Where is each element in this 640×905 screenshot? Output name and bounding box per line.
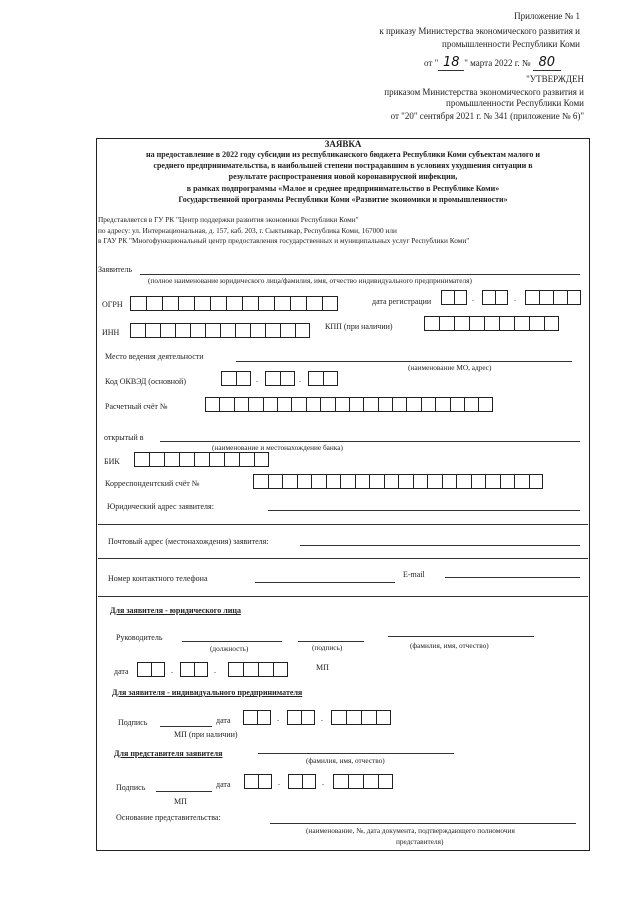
submission-line-2: по адресу: ул. Интернациональная, д. 157, каб. 203, г. Сыктывкар, Республика Коми, 167000 или — [98, 226, 397, 235]
appendix-line-3: промышленности Республики Коми — [442, 39, 580, 49]
opened-in-label: открытый в — [104, 433, 144, 442]
okved-dot: . — [256, 375, 258, 384]
inn-label: ИНН — [102, 328, 120, 337]
bank-line[interactable] — [160, 441, 580, 442]
representative-year-cells[interactable] — [333, 774, 393, 789]
inn-cells[interactable] — [130, 323, 310, 338]
date-dot: . — [322, 778, 324, 787]
head-label: Руководитель — [116, 633, 163, 642]
legal-day-cells[interactable] — [137, 662, 165, 677]
legal-address-label: Юридический адрес заявителя: — [107, 502, 214, 511]
submission-line-1: Представляется в ГУ РК "Центр поддержки развития экономики Республики Коми" — [98, 215, 359, 224]
representative-name-line[interactable] — [258, 753, 454, 754]
date-dot: . — [321, 714, 323, 723]
ogrn-cells[interactable] — [130, 296, 338, 311]
full-name-line[interactable] — [388, 636, 534, 637]
date-dot: . — [214, 666, 216, 675]
legal-address-line[interactable] — [268, 510, 580, 511]
signature-line[interactable] — [298, 641, 364, 642]
date-dot: . — [472, 294, 474, 303]
account-cells[interactable] — [205, 397, 493, 412]
reg-day-cells[interactable] — [441, 290, 467, 305]
okved-cells-2[interactable] — [265, 371, 295, 386]
legal-year-cells[interactable] — [228, 662, 288, 677]
okved-cells-3[interactable] — [308, 371, 338, 386]
bik-cells[interactable] — [134, 452, 269, 467]
reg-month-cells[interactable] — [482, 290, 508, 305]
account-label: Расчетный счёт № — [105, 402, 168, 411]
title-line-2: среднего предпринимательства, в наибольшей степени пострадавшим в условиях ухудшения ситуации в — [153, 161, 533, 170]
applicant-hint: (полное наименование юридического лица/фамилия, имя, отчество индивидуального предпринимателя) — [148, 276, 472, 285]
location-hint: (наименование МО, адрес) — [408, 363, 492, 372]
legal-month-cells[interactable] — [180, 662, 208, 677]
entrepreneur-heading: Для заявителя - индивидуального предпринимателя — [112, 688, 303, 697]
location-label: Место ведения деятельности — [105, 352, 204, 361]
bank-hint: (наименование и местонахождение банка) — [212, 443, 343, 452]
full-name-hint: (фамилия, имя, отчество) — [410, 641, 489, 650]
applicant-line[interactable] — [140, 274, 580, 275]
representative-stamp: МП — [174, 797, 187, 806]
legal-date-label: дата — [114, 667, 129, 676]
appendix-line-2: к приказу Министерства экономического развития и — [379, 26, 580, 36]
approved-line-3: промышленности Республики Коми — [446, 98, 584, 108]
date-dot: . — [171, 666, 173, 675]
corr-account-label: Корреспондентский счёт № — [105, 479, 200, 488]
submission-line-3: в ГАУ РК "Многофункциональный центр предоставления государственных и муниципальных услуг Республики Коми" — [98, 236, 470, 245]
basis-label: Основание представительства: — [116, 813, 221, 822]
email-label: E-mail — [403, 570, 425, 579]
entrepreneur-signature-label: Подпись — [118, 718, 148, 727]
representative-date-label: дата — [216, 780, 231, 789]
title-line-1: на предоставление в 2022 году субсидии из республиканского бюджета Республики Коми субъектам малого и — [146, 150, 540, 159]
approved-line-4: от "20" сентября 2021 г. № 341 (приложение № 6)" — [390, 111, 584, 121]
separator — [98, 524, 588, 525]
kpp-label: КПП (при наличии) — [325, 322, 393, 331]
okved-label: Код ОКВЭД (основной) — [105, 377, 186, 386]
corr-account-cells[interactable] — [253, 474, 543, 489]
entrepreneur-stamp: МП (при наличии) — [174, 730, 238, 739]
title-line-5: Государственной программы Республики Коми «Развитие экономики и промышленности» — [178, 195, 508, 204]
phone-line[interactable] — [255, 582, 395, 583]
appendix-day: 18 — [438, 55, 464, 71]
okved-cells-1[interactable] — [221, 371, 251, 386]
entrepreneur-day-cells[interactable] — [243, 710, 271, 725]
separator — [98, 596, 588, 597]
title-line-4: в рамках подпрограммы «Малое и среднее предпринимательство в Республике Коми» — [186, 184, 500, 193]
reg-year-cells[interactable] — [525, 290, 581, 305]
appendix-date: от " 18 " марта 2022 г. № 80 — [424, 55, 561, 71]
entrepreneur-date-label: дата — [216, 716, 231, 725]
approved-line-2: приказом Министерства экономического развития и — [384, 87, 584, 97]
ogrn-label: ОГРН — [102, 300, 123, 309]
representative-signature-line[interactable] — [156, 791, 212, 792]
location-line[interactable] — [236, 361, 572, 362]
bik-label: БИК — [104, 457, 120, 466]
date-dot: . — [277, 714, 279, 723]
representative-name-hint: (фамилия, имя, отчество) — [306, 756, 385, 765]
title-line-3: результате распространения новой коронавирусной инфекции, — [228, 172, 458, 181]
legal-stamp: МП — [316, 663, 329, 672]
entrepreneur-year-cells[interactable] — [331, 710, 391, 725]
representative-day-cells[interactable] — [244, 774, 272, 789]
position-line[interactable] — [182, 641, 282, 642]
postal-address-label: Почтовый адрес (местонахождения) заявителя: — [108, 537, 269, 546]
reg-date-label: дата регистрации — [372, 297, 432, 306]
approved-line-1: "УТВЕРЖДЕН — [526, 74, 584, 84]
okved-dot: . — [299, 375, 301, 384]
legal-entity-heading: Для заявителя - юридического лица — [110, 606, 241, 615]
appendix-number: 80 — [533, 55, 561, 71]
representative-heading: Для представителя заявителя — [114, 749, 223, 758]
position-hint: (должность) — [210, 644, 249, 653]
basis-hint-1: (наименование, №, дата документа, подтверждающего полномочия — [306, 826, 515, 835]
phone-label: Номер контактного телефона — [108, 574, 208, 583]
entrepreneur-signature-line[interactable] — [160, 726, 212, 727]
separator — [98, 558, 588, 559]
appendix-line-1: Приложение № 1 — [514, 11, 580, 21]
date-dot: . — [514, 294, 516, 303]
applicant-label: Заявитель — [98, 265, 132, 274]
form-title: ЗАЯВКА — [324, 139, 362, 149]
representative-signature-label: Подпись — [116, 783, 146, 792]
kpp-cells[interactable] — [424, 316, 559, 331]
basis-hint-2: представителя) — [396, 837, 444, 846]
entrepreneur-month-cells[interactable] — [287, 710, 315, 725]
date-dot: . — [278, 778, 280, 787]
signature-hint: (подпись) — [312, 643, 343, 652]
representative-month-cells[interactable] — [288, 774, 316, 789]
basis-line[interactable] — [270, 823, 576, 824]
postal-address-line[interactable] — [300, 545, 580, 546]
email-line[interactable] — [445, 577, 580, 578]
